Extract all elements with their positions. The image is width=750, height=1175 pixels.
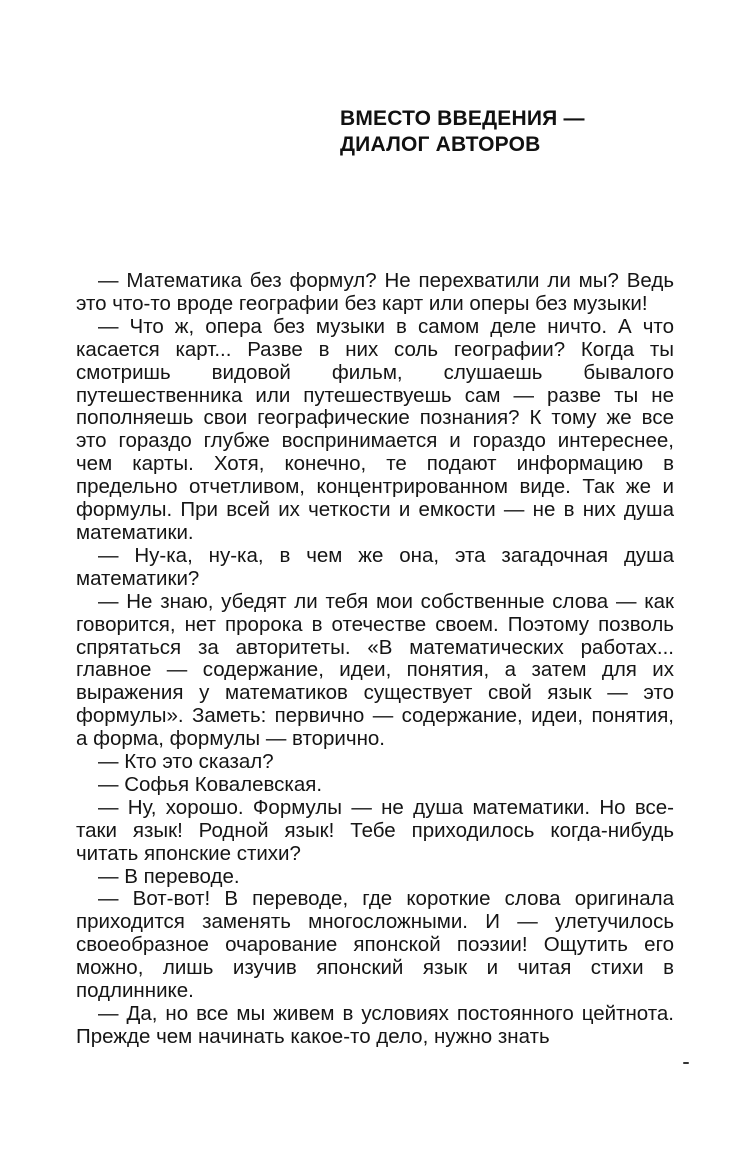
paragraph: — Ну, хорошо. Формулы — не душа математики. Но все-таки язык! Родной язык! Тебе приходилось когда-нибудь читать японские стихи? (76, 795, 674, 865)
paragraph: — Кто это сказал? (98, 750, 274, 774)
scan-speck (683, 1062, 689, 1064)
paragraph: — Математика без формул? Не перехватили ли мы? Ведь это что-то вроде географии без карт или оперы без музыки! (76, 269, 674, 315)
chapter-heading (340, 106, 720, 158)
paragraph: — Не знаю, убедят ли тебя мои собственные слова — как говорится, нет пророка в отечестве своем. Поэтому позволь спрятаться за авторитеты. «В математических работах... главное — содержание, идеи, понятия, а затем для их выражения у математиков существует свой язык — это формулы». Заметь: первично — содержание, идеи, понятия, а форма, формулы — вторично. (76, 589, 674, 751)
chapter-heading-line-2: ДИАЛОГ АВТОРОВ (340, 133, 541, 156)
paragraph: — Да, но все мы живем в условиях постоянного цейтнота. Прежде чем начинать какое-то дело, нужно знать (76, 1002, 674, 1048)
paragraph: — Софья Ковалевская. (98, 772, 323, 796)
paragraph: — Что ж, опера без музыки в самом деле ничто. А что касается карт... Разве в них соль географии? Когда ты смотришь видовой фильм, слушаешь бывалого путешественника или путешествуешь сам — разве ты не пополняешь свои географические познания? К тому же все это гораздо глубже воспринимается и гораздо интереснее, чем карты. Хотя, конечно, те подают информацию в предельно отчетливом, концентрированном виде. Так же и формулы. При всей их четкости и емкости — не в них душа математики. (76, 314, 674, 544)
dialogue-body (76, 270, 674, 1049)
paragraph: — В переводе. (98, 864, 240, 888)
paragraph: — Вот-вот! В переводе, где короткие слова оригинала приходится заменять многосложными. И — улетучилось своеобразное очарование японской поэзии! Ощутить его можно, лишь изучив японский язык и читая стихи в подлиннике. (76, 887, 674, 1003)
paragraph: — Ну-ка, ну-ка, в чем же она, эта загадочная душа математики? (76, 543, 674, 590)
chapter-heading-line-1: ВМЕСТО ВВЕДЕНИЯ — (340, 107, 585, 130)
